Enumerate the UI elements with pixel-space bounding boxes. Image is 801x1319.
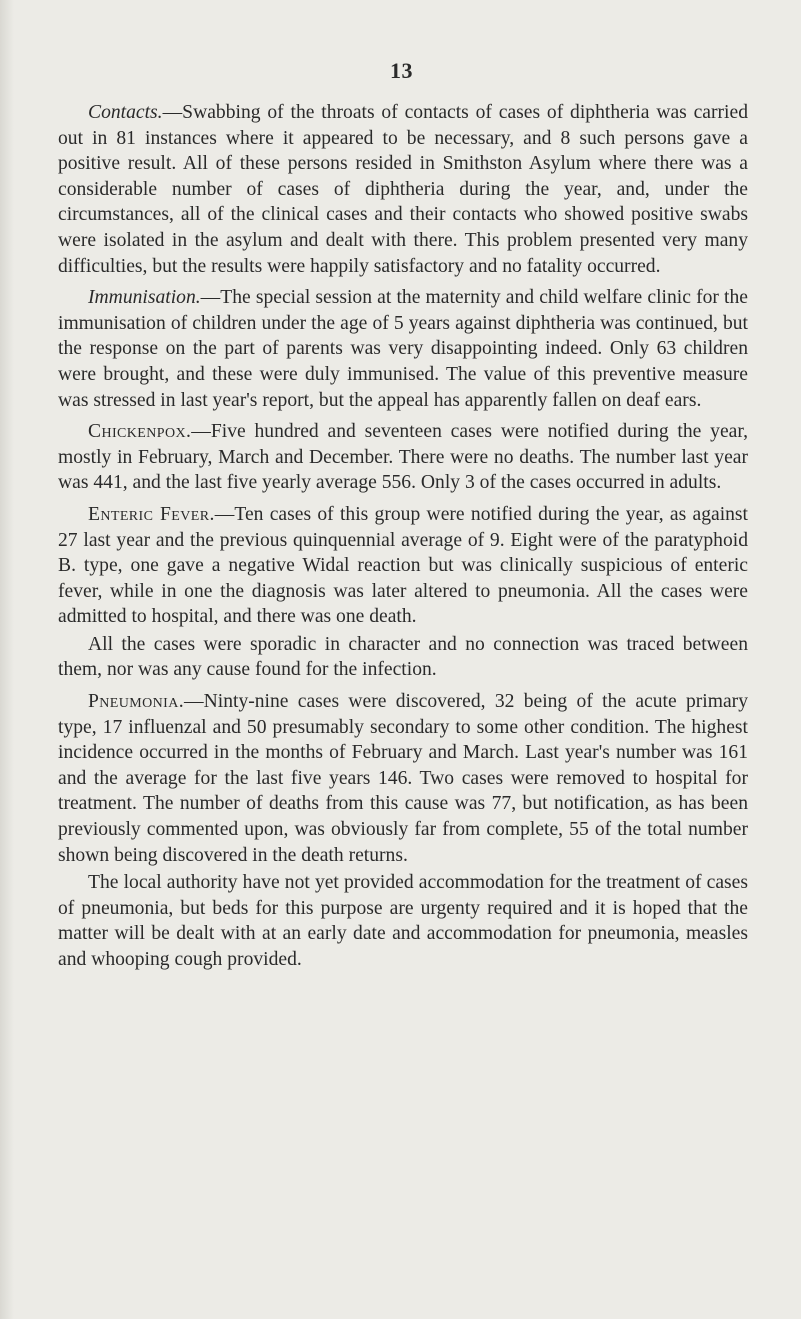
text-enteric: —Ten cases of this group were notified during the year, as against 27 last year and the previous quinquennial average of 9. Eight were of the paratyphoid B. type, one gave a negative Widal reaction but was clinically suspicious of enteric fever, while in one the diagnosis was later altered to pneumonia. All the cases were admitted to hospital, and there was one death. [58,503,748,628]
document-body [58,100,748,979]
heading-chickenpox: Chickenpox. [88,421,192,443]
heading-enteric: Enteric Fever. [88,503,215,525]
paragraph-contacts [58,100,748,279]
paragraph-pneumonia [58,689,748,868]
text-chickenpox: —Five hundred and seventeen cases were notified during the year, mostly in February, March and December. There were no deaths. The number last year was 441, and the last five yearly average 556. Only 3 of the cases occurred in adults. [58,421,748,494]
paragraph-chickenpox [58,419,748,496]
page-edge [0,0,14,1319]
heading-contacts: Contacts. [88,102,163,123]
paragraph-enteric [58,502,748,630]
text-contacts: —Swabbing of the throats of contacts of cases of diphtheria was carried out in 81 instances where it appeared to be necessary, and 8 such persons gave a positive result. All of these persons resided in Smithston Asylum where there was a considerable number of cases of diphtheria during the year, and, under the circumstances, all of the clinical cases and their contacts who showed positive swabs were isolated in the asylum and dealt with there. This problem presented very many difficulties, but the results were happily satisfactory and no fatality occurred. [58,102,748,277]
heading-immunisation: Immunisation. [88,287,201,309]
paragraph-immunisation [58,285,748,413]
paragraph-enteric-2: All the cases were sporadic in character and no connection was traced between them, nor was any cause found for the infection. [58,633,748,681]
text-pneumonia: —Ninty-nine cases were discovered, 32 being of the acute primary type, 17 influenzal and 50 presumably secondary to some other condition. The highest incidence occurred in the months of February and March. Last year's number was 161 and the average for the last five years 146. Two cases were removed to hospital for treatment. The number of deaths from this cause was 77, but notification, as has been previously commented upon, was obviously far from complete, 55 of the total number shown being discovered in the death returns. [58,691,748,866]
page-number: 13 [390,58,413,83]
paragraph-pneumonia-2: The local authority have not yet provided accommodation for the treatment of cases of pneumonia, but beds for this purpose are urgenty required and it is hoped that the matter will be dealt with at an early date and accommodation for pneumonia, measles and whooping cough provided. [58,872,748,970]
heading-pneumonia: Pneumonia. [88,691,185,713]
text-immunisation: —The special session at the maternity and child welfare clinic for the immunisation of children under the age of 5 years against diphtheria was continued, but the response on the part of parents was very disappointing indeed. Only 63 children were brought, and these were duly immunised. The value of this preventive measure was stressed in last year's report, but the appeal has apparently fallen on deaf ears. [58,287,748,411]
